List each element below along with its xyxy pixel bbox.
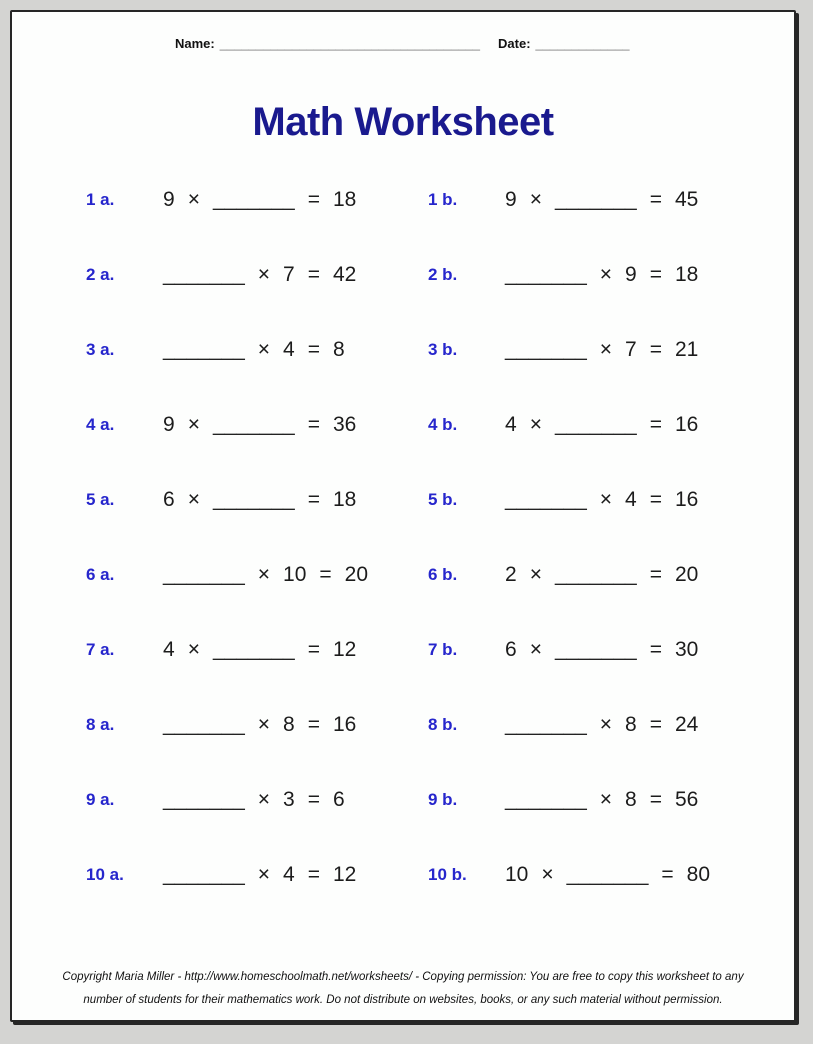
problem-number-label: 7 b. [428, 639, 458, 659]
expression-token: = [307, 487, 320, 511]
expression-token: 4 [625, 487, 637, 511]
problem-number-label: 2 b. [428, 264, 458, 284]
problem-expression [163, 188, 356, 212]
expression-token: = [307, 262, 320, 286]
expression-token: 8 [625, 787, 637, 811]
copyright-line-1: Copyright Maria Miller - http://www.homeschoolmath.net/worksheets/ - Copying permission: You are free to copy this worksheet to any [62, 971, 744, 983]
expression-token: × [599, 337, 613, 361]
problem-6a [86, 537, 428, 612]
problem-number-label: 10 b. [428, 864, 467, 884]
expression-token: × [529, 412, 542, 436]
expression-token: 56 [674, 787, 699, 811]
expression-token: 80 [686, 862, 711, 886]
problem-number-label: 3 a. [86, 339, 115, 359]
expression-token: 8 [283, 712, 295, 736]
expression-token: 24 [674, 712, 699, 736]
problem-10a [86, 837, 428, 912]
problem-number-label: 3 b. [428, 339, 458, 359]
expression-token: × [187, 637, 200, 661]
expression-token: 20 [674, 562, 699, 586]
expression-token: × [599, 262, 613, 286]
expression-token: = [649, 637, 662, 661]
expression-token: × [529, 187, 542, 211]
expression-token: × [257, 712, 271, 736]
answer-blank: _______ [212, 637, 295, 661]
expression-token: × [529, 637, 542, 661]
problem-5a [86, 462, 428, 537]
expression-token: = [307, 412, 320, 436]
problem-6b [428, 537, 770, 612]
expression-token: 12 [332, 862, 357, 886]
expression-token: 6 [505, 637, 517, 661]
expression-token: = [307, 637, 320, 661]
answer-blank: _______ [566, 862, 649, 886]
expression-token: = [649, 337, 662, 361]
expression-token: 3 [283, 787, 295, 811]
problem-number-label: 6 a. [86, 564, 115, 584]
expression-token: 4 [283, 862, 295, 886]
expression-token: = [307, 712, 320, 736]
answer-blank: _______ [163, 262, 245, 286]
problem-expression [505, 863, 710, 887]
expression-token: 9 [505, 187, 517, 211]
name-date-row [175, 34, 774, 54]
problem-4a [86, 387, 428, 462]
problem-number-label: 9 b. [428, 789, 458, 809]
page-title: Math Worksheet [252, 100, 554, 144]
name-label: Name: [175, 36, 215, 51]
expression-token: × [599, 487, 613, 511]
expression-token: × [541, 862, 554, 886]
expression-token: 4 [283, 337, 295, 361]
problem-number-label: 6 b. [428, 564, 458, 584]
date-write-line: _____________ [535, 36, 630, 51]
problem-number-label: 9 a. [86, 789, 115, 809]
problem-number-label: 5 a. [86, 489, 115, 509]
expression-token: 18 [332, 487, 357, 511]
expression-token: 9 [163, 187, 175, 211]
expression-token: 2 [505, 562, 517, 586]
problem-number-label: 7 a. [86, 639, 115, 659]
problem-expression [505, 263, 698, 287]
expression-token: 10 [283, 562, 307, 586]
expression-token: 7 [625, 337, 637, 361]
problem-9a [86, 762, 428, 837]
expression-token: × [187, 412, 200, 436]
problem-expression [163, 713, 356, 737]
expression-token: 12 [332, 637, 357, 661]
problem-expression [505, 338, 698, 362]
problem-8a [86, 687, 428, 762]
answer-blank: _______ [505, 712, 587, 736]
problem-7b [428, 612, 770, 687]
problem-expression [505, 788, 698, 812]
expression-token: 16 [674, 487, 699, 511]
problem-1b [428, 162, 770, 237]
problem-number-label: 4 b. [428, 414, 458, 434]
problem-9b [428, 762, 770, 837]
answer-blank: _______ [163, 337, 245, 361]
expression-token: = [649, 562, 662, 586]
expression-token: 36 [332, 412, 357, 436]
expression-token: × [599, 787, 613, 811]
name-write-line: ____________________________________ [219, 36, 481, 51]
problem-3b [428, 312, 770, 387]
expression-token: 4 [163, 637, 175, 661]
problem-2b [428, 237, 770, 312]
problem-expression [163, 413, 356, 437]
expression-token: 7 [283, 262, 295, 286]
expression-token: 20 [344, 562, 369, 586]
answer-blank: _______ [212, 187, 295, 211]
worksheet-page [10, 10, 796, 1022]
problem-expression [505, 188, 698, 212]
expression-token: 16 [332, 712, 357, 736]
problem-expression [505, 563, 698, 587]
problem-10b [428, 837, 770, 912]
problem-number-label: 8 b. [428, 714, 458, 734]
expression-token: × [599, 712, 613, 736]
answer-blank: _______ [212, 487, 295, 511]
expression-token: 9 [625, 262, 637, 286]
expression-token: 6 [163, 487, 175, 511]
expression-token: = [649, 787, 662, 811]
expression-token: 4 [505, 412, 517, 436]
expression-token: 21 [674, 337, 699, 361]
problem-4b [428, 387, 770, 462]
problem-1a [86, 162, 428, 237]
problem-expression [163, 488, 356, 512]
answer-blank: _______ [505, 262, 587, 286]
problem-expression [505, 713, 698, 737]
problem-expression [505, 413, 698, 437]
expression-token: = [661, 862, 674, 886]
problem-number-label: 4 a. [86, 414, 115, 434]
problem-2a [86, 237, 428, 312]
answer-blank: _______ [163, 562, 245, 586]
problem-expression [163, 263, 356, 287]
expression-token: 6 [332, 787, 345, 811]
expression-token: 8 [625, 712, 637, 736]
expression-token: × [187, 187, 200, 211]
problem-3a [86, 312, 428, 387]
expression-token: × [257, 787, 271, 811]
expression-token: 8 [332, 337, 345, 361]
expression-token: = [649, 262, 662, 286]
problem-number-label: 5 b. [428, 489, 458, 509]
answer-blank: _______ [554, 562, 637, 586]
answer-blank: _______ [554, 187, 637, 211]
answer-blank: _______ [163, 862, 245, 886]
expression-token: × [187, 487, 200, 511]
expression-token: 42 [332, 262, 357, 286]
problem-5b [428, 462, 770, 537]
expression-token: × [257, 562, 271, 586]
answer-blank: _______ [163, 712, 245, 736]
expression-token: = [307, 787, 320, 811]
expression-token: = [319, 562, 332, 586]
problem-expression [163, 563, 368, 587]
expression-token: = [307, 862, 320, 886]
expression-token: × [257, 262, 271, 286]
expression-token: = [649, 187, 662, 211]
problems-grid [86, 162, 770, 912]
expression-token: × [257, 337, 271, 361]
problem-number-label: 1 a. [86, 189, 115, 209]
answer-blank: _______ [505, 787, 587, 811]
expression-token: 30 [674, 637, 699, 661]
date-label: Date: [498, 36, 531, 51]
expression-token: = [649, 412, 662, 436]
problem-8b [428, 687, 770, 762]
expression-token: 18 [674, 262, 699, 286]
expression-token: 18 [332, 187, 357, 211]
problem-expression [163, 788, 345, 812]
problem-expression [163, 338, 345, 362]
answer-blank: _______ [505, 487, 587, 511]
expression-token: 45 [674, 187, 699, 211]
answer-blank: _______ [163, 787, 245, 811]
expression-token: = [649, 487, 662, 511]
answer-blank: _______ [212, 412, 295, 436]
problem-number-label: 10 a. [86, 864, 124, 884]
copyright-footer [12, 966, 794, 1012]
problem-number-label: 8 a. [86, 714, 115, 734]
expression-token: = [307, 187, 320, 211]
answer-blank: _______ [554, 637, 637, 661]
problem-7a [86, 612, 428, 687]
problem-expression [505, 488, 698, 512]
expression-token: = [307, 337, 320, 361]
expression-token: × [257, 862, 271, 886]
expression-token: 16 [674, 412, 699, 436]
problem-expression [163, 638, 356, 662]
expression-token: = [649, 712, 662, 736]
problem-number-label: 1 b. [428, 189, 458, 209]
problem-number-label: 2 a. [86, 264, 115, 284]
answer-blank: _______ [554, 412, 637, 436]
problem-expression [163, 863, 356, 887]
expression-token: 10 [505, 862, 529, 886]
problem-expression [505, 638, 698, 662]
expression-token: 9 [163, 412, 175, 436]
copyright-line-2: number of students for their mathematics work. Do not distribute on websites, books, or any such material without permission. [83, 994, 723, 1006]
answer-blank: _______ [505, 337, 587, 361]
expression-token: × [529, 562, 542, 586]
